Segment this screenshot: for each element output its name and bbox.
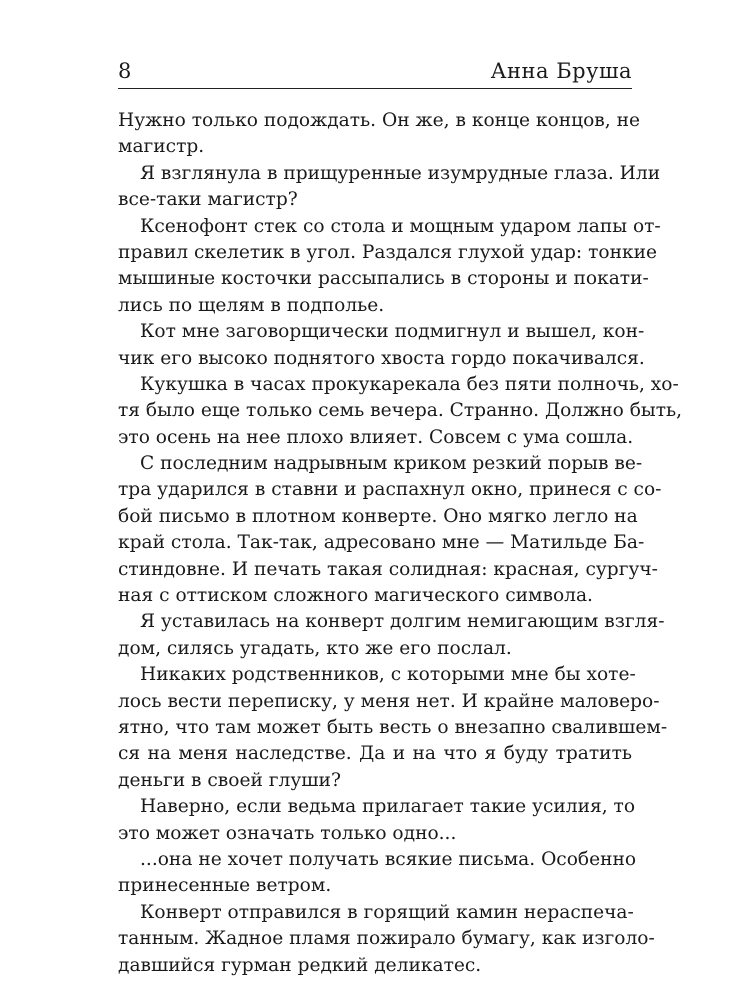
text-line: Конверт отправился в горящий камин нераспеча-	[140, 901, 634, 923]
text-line: лись по щелям в подполье.	[118, 294, 385, 316]
text-line: бой письмо в плотном конверте. Оно мягко легло на	[118, 505, 638, 527]
text-line: Кот мне заговорщически подмигнул и вышел, кон-	[140, 321, 645, 343]
text-line: С последним надрывным криком резкий порыв ве-	[140, 453, 643, 475]
text-line: это осень на нее плохо влияет. Совсем с ума сошла.	[118, 426, 634, 448]
text-line: Никаких родственников, с которыми мне бы хоте-	[140, 664, 636, 686]
body-text	[118, 108, 683, 979]
text-line: принесенные ветром.	[118, 875, 332, 897]
text-line: край стола. Так-так, адресовано мне — Матильде Ба-	[118, 532, 645, 554]
text-line: мышиные косточки рассыпались в стороны и покати-	[118, 268, 649, 290]
text-line: Я взглянула в прищуренные изумрудные глаза. Или	[140, 162, 661, 184]
text-line: давшийся гурман редкий деликатес.	[118, 954, 482, 976]
text-line: ся на меня наследстве. Да и на что я буду тратить	[118, 743, 632, 765]
text-line: деньги в своей глуши?	[118, 769, 341, 791]
text-line: Наверно, если ведьма прилагает такие усилия, то	[140, 796, 636, 818]
text-line: все-таки магистр?	[118, 189, 298, 211]
text-line: Я уставилась на конверт долгим немигающим взгля-	[140, 611, 665, 633]
text-line: правил скелетик в угол. Раздался глухой удар: тонкие	[118, 241, 657, 263]
text-line: лось вести переписку, у меня нет. И крайне маловеро-	[118, 690, 660, 712]
text-line: Кукушка в часах прокукарекала без пяти полночь, хо-	[140, 373, 679, 395]
page-number: 8	[118, 59, 132, 83]
text-line: Нужно только подождать. Он же, в конце концов, не	[118, 110, 640, 131]
text-line: ятно, что там может быть весть о внезапно свалившем-	[118, 716, 668, 738]
text-line: ная с оттиском сложного магического символа.	[118, 585, 593, 607]
page-header	[118, 58, 632, 89]
text-line: магистр.	[118, 136, 205, 158]
text-line: Ксенофонт стек со стола и мощным ударом лапы от-	[140, 215, 661, 237]
text-line: дом, силясь угадать, кто же его послал.	[118, 637, 512, 659]
running-head-author: Анна Бруша	[490, 59, 632, 83]
text-line: тя было еще только семь вечера. Странно. Должно быть,	[118, 400, 683, 422]
text-line: это может означать только одно...	[118, 822, 457, 844]
text-line: чик его высоко поднятого хвоста гордо покачивался.	[118, 347, 645, 369]
text-line: танным. Жадное пламя пожирало бумагу, как изголо-	[118, 928, 655, 950]
text-line: ...она не хочет получать всякие письма. Особенно	[140, 848, 637, 870]
text-line: тра ударился в ставни и распахнул окно, принеся с со-	[118, 479, 662, 501]
text-line: стиндовне. И печать такая солидная: красная, сургуч-	[118, 558, 658, 580]
